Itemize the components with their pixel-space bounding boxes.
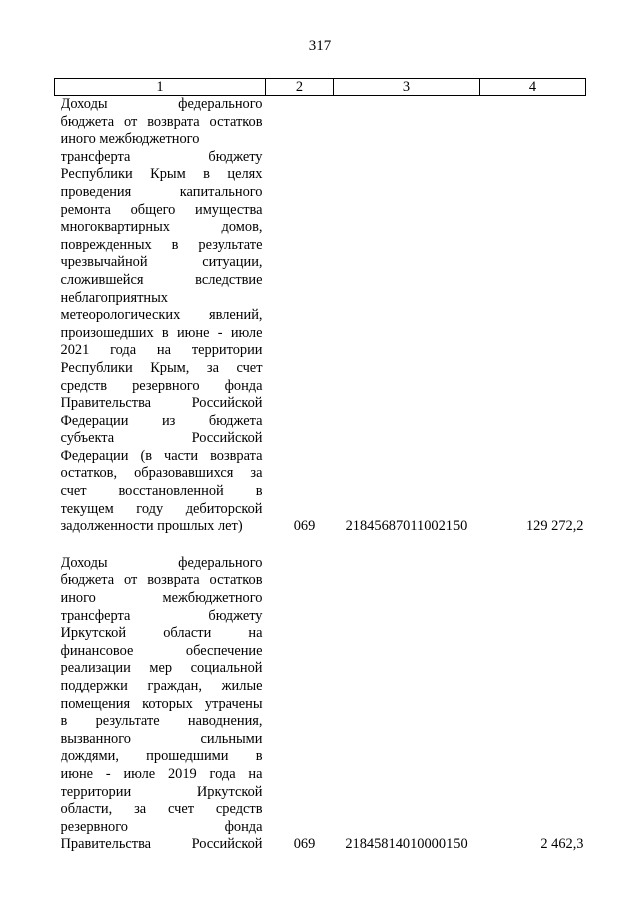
description-line: Федерации (в части возврата xyxy=(60,447,263,464)
admin-code-cell: 069 xyxy=(293,518,316,535)
description-line: июне - июле 2019 года на xyxy=(60,765,263,782)
description-line: вызванного сильными xyxy=(60,730,263,747)
description-line: счет восстановленной в xyxy=(60,483,263,500)
amount-cell: 129 272,2 xyxy=(525,518,584,535)
description-line: Республики Крым в целях xyxy=(60,166,263,183)
description-line: территории Иркутской xyxy=(60,783,263,800)
description-line: неблагоприятных xyxy=(60,289,168,306)
bk-code-cell: 21845814010000150 xyxy=(345,836,468,853)
page-number: 317 xyxy=(308,38,332,54)
column-header-4: 4 xyxy=(480,79,586,96)
description-line: Правительства Российской xyxy=(60,395,263,412)
description-line: Правительства Российской xyxy=(60,836,263,853)
description-line: чрезвычайной ситуации, xyxy=(60,254,263,271)
description-line: иного межбюджетного xyxy=(60,590,263,607)
description-line: поддержки граждан, жилые xyxy=(60,678,263,694)
table-header-row xyxy=(55,79,586,96)
admin-code-cell: 069 xyxy=(293,836,316,853)
description-line: Доходы федерального xyxy=(60,96,263,112)
description-line: резервного фонда xyxy=(60,818,263,835)
description-line: средств резервного фонда xyxy=(60,377,263,394)
description-line: бюджета от возврата остатков xyxy=(60,572,263,589)
description-line: сложившейся вследствие xyxy=(60,271,263,288)
description-line: произошедших в июне - июле xyxy=(60,324,263,341)
amount-cell: 2 462,3 xyxy=(540,836,584,853)
description-line: поврежденных в результате xyxy=(60,236,263,253)
description-line: трансферта бюджету xyxy=(60,607,263,624)
description-line: проведения капитального xyxy=(60,183,263,200)
description-line: в результате наводнения, xyxy=(60,713,263,730)
description-line: текущем году дебиторской xyxy=(60,500,263,517)
description-line: дождями, прошедшими в xyxy=(60,748,263,765)
description-line: остатков, образовавшихся за xyxy=(60,465,263,482)
description-line: бюджета от возврата остатков xyxy=(60,113,263,130)
description-line: многоквартирных домов, xyxy=(60,219,263,236)
description-line: ремонта общего имущества xyxy=(60,201,263,218)
revenue-description-cell xyxy=(55,96,266,536)
description-line: трансферта бюджету xyxy=(60,148,263,165)
description-line: иного межбюджетного xyxy=(60,131,200,148)
description-line: метеорологических явлений, xyxy=(60,307,263,324)
bk-code-cell: 21845687011002150 xyxy=(345,518,468,535)
column-header-1: 1 xyxy=(55,79,266,96)
description-line: 2021 года на территории xyxy=(60,342,263,359)
description-line: Иркутской области на xyxy=(60,625,263,642)
column-header-2: 2 xyxy=(266,79,334,96)
description-line: Федерации из бюджета xyxy=(60,412,263,429)
description-line: Республики Крым, за счет xyxy=(60,359,263,376)
description-line: области, за счет средств xyxy=(60,801,263,818)
budget-revenue-table xyxy=(54,78,586,854)
column-header-3: 3 xyxy=(334,79,480,96)
revenue-description-cell xyxy=(55,536,266,854)
description-line: субъекта Российской xyxy=(60,430,263,447)
table-row xyxy=(55,96,586,536)
description-line: Доходы федерального xyxy=(60,554,263,571)
description-line: задолженности прошлых лет) xyxy=(60,518,243,535)
table-row xyxy=(55,536,586,854)
description-line: реализации мер социальной xyxy=(60,660,263,677)
description-line: помещения которых утрачены xyxy=(60,695,263,712)
description-line: финансовое обеспечение xyxy=(60,642,263,659)
